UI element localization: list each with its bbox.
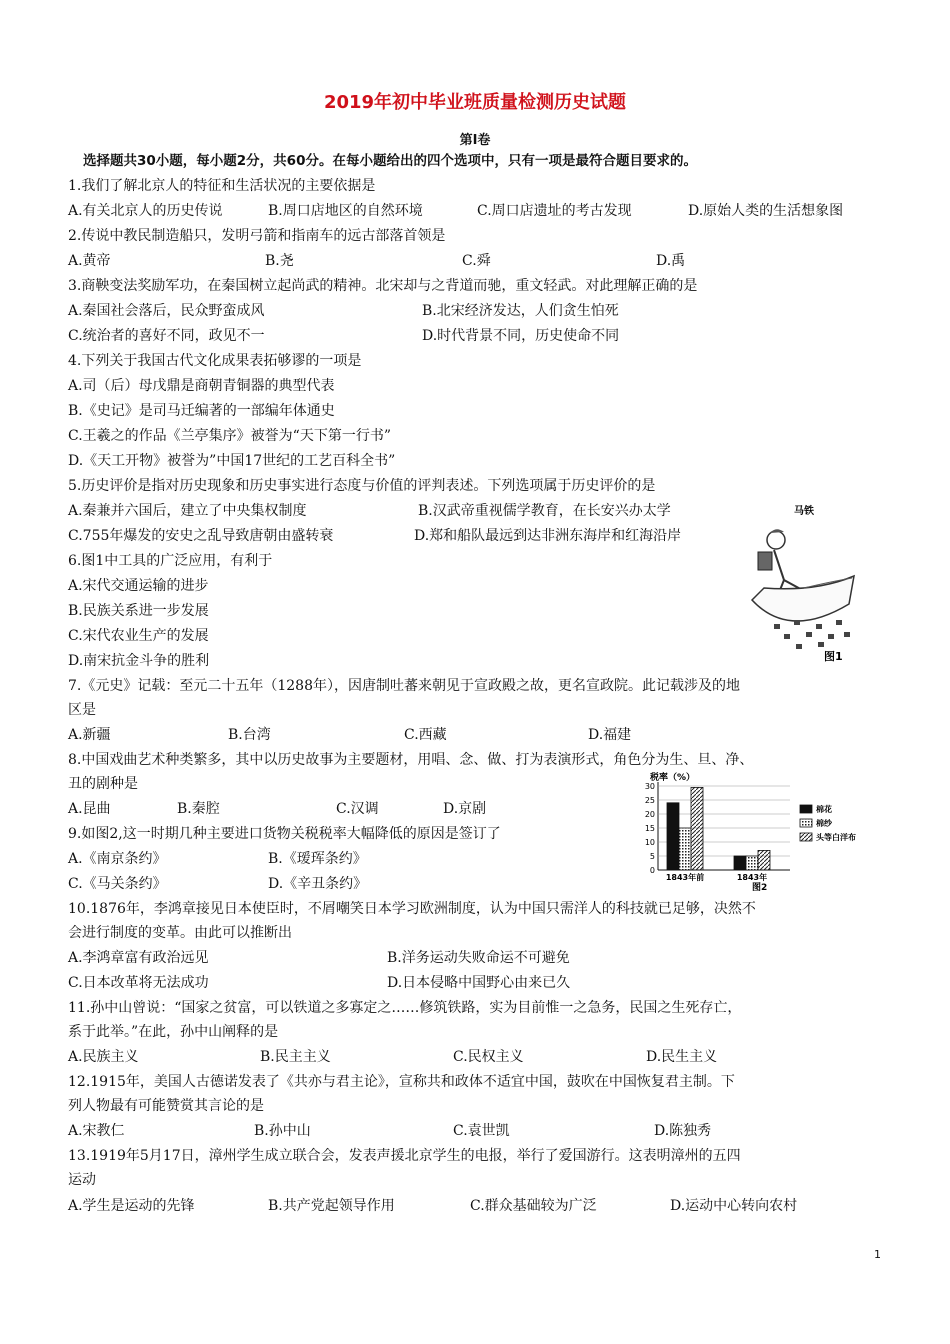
bar (734, 856, 746, 870)
y-axis-label: 税率（%） (650, 773, 696, 783)
question-stem: 5.历史评价是指对历史现象和历史事实进行态度与价值的评判表述。下列选项属于历史评价的是 (68, 478, 656, 494)
option-a: A.有关北京人的历史传说 (68, 203, 223, 219)
option-a: A.黄帝 (68, 253, 111, 269)
question-stem-continued: 区是 (68, 702, 96, 718)
option-a: A.宋教仁 (68, 1123, 125, 1139)
option-b: B.秦腔 (177, 801, 220, 817)
option-d: D.日本侵略中国野心由来已久 (387, 975, 571, 991)
legend-swatch (800, 819, 812, 827)
question-stem: 11.孙中山曾说：“国家之贫富，可以铁道之多寡定之……修筑铁路，实为目前惟一之急务，民国之生死存亡， (68, 1000, 742, 1016)
option-a: A.新疆 (68, 727, 111, 743)
legend-swatch (800, 805, 812, 813)
y-tick-label: 0 (649, 866, 655, 875)
option-a: A.秦兼并六国后，建立了中央集权制度 (68, 503, 307, 519)
option-d: D.福建 (588, 727, 632, 743)
question-stem: 9.如图2,这一时期几种主要进口货物关税税率大幅降低的原因是签订了 (68, 826, 501, 842)
option-c: C.755年爆发的安史之乱导致唐朝由盛转衰 (68, 528, 334, 544)
option-b: B.周口店地区的自然环境 (268, 203, 423, 219)
option-a: A.李鸿章富有政治远见 (68, 950, 209, 966)
option-d: D.南宋抗金斗争的胜利 (68, 653, 210, 669)
option-a: A.司（后）母戊鼎是商朝青铜器的典型代表 (68, 378, 335, 394)
option-d: D.京剧 (443, 801, 487, 817)
figure-1-label: 马铁 (794, 506, 814, 517)
option-c: C.日本改革将无法成功 (68, 975, 209, 991)
y-tick-label: 10 (644, 838, 655, 847)
option-c: C.袁世凯 (453, 1123, 510, 1139)
option-b: B.孙中山 (254, 1123, 311, 1139)
option-b: B.尧 (265, 253, 294, 269)
option-c: C.汉调 (336, 801, 379, 817)
option-b: B.北宋经济发达，人们贪生怕死 (422, 303, 619, 319)
question-stem-continued: 丑的剧种是 (68, 776, 138, 792)
option-d: D.陈独秀 (654, 1123, 712, 1139)
option-a: A.《南京条约》 (68, 851, 167, 867)
question-stem: 7.《元史》记载：至元二十五年（1288年），因唐制吐蕃来朝见于宣政殿之故，更名宣政院。此记载涉及的地 (68, 678, 740, 694)
option-a: A.学生是运动的先锋 (68, 1198, 195, 1214)
y-tick-label: 25 (644, 796, 655, 805)
question-stem: 2.传说中教民制造船只，发明弓箭和指南车的远古部落首领是 (68, 228, 446, 244)
figure-2-caption: 图2 (752, 883, 768, 892)
farmer-on-boat-icon (752, 529, 854, 621)
question-stem: 10.1876年，李鸿章接见日本使臣时，不屑嘲笑日本学习欧洲制度，认为中国只需洋人的科技就已足够，决然不 (68, 901, 756, 917)
question-stem: 4.下列关于我国古代文化成果表拓够谬的一项是 (68, 353, 362, 369)
option-c: C.民权主义 (453, 1049, 524, 1065)
bar (746, 856, 758, 870)
option-b: B.民主主义 (260, 1049, 331, 1065)
option-d: D.运动中心转向农村 (670, 1198, 798, 1214)
page-title: 2019年初中毕业班质量检测历史试题 (323, 92, 627, 113)
bar (758, 850, 770, 870)
bar (667, 803, 679, 870)
question-stem: 12.1915年，美国人古德诺发表了《共亦与君主论》，宣称共和政体不适宜中国，鼓吹在中国恢复君主制。下 (68, 1074, 735, 1090)
bar (679, 828, 691, 870)
option-d: D.《天工开物》被誉为”中国17世纪的工艺百科全书” (68, 453, 396, 469)
option-c: C.宋代农业生产的发展 (68, 628, 209, 644)
instruction: 选择题共30小题，每小题2分，共60分。在每小题给出的四个选项中，只有一项是最符合题目要求的。 (83, 153, 697, 169)
option-c: C.《马关条约》 (68, 876, 167, 892)
section-heading: 第Ⅰ卷 (459, 133, 491, 148)
legend-swatch (800, 833, 812, 841)
bar (691, 787, 703, 870)
option-b: B.洋务运动失败命运不可避免 (387, 950, 570, 966)
question-stem-continued: 系于此举。”在此，孙中山阐释的是 (68, 1024, 279, 1040)
option-c: C.舜 (462, 253, 491, 269)
option-d: D.原始人类的生活想象图 (688, 203, 844, 219)
question-stem: 1.我们了解北京人的特征和生活状况的主要依据是 (68, 178, 376, 194)
option-c: C.统治者的喜好不同，政见不一 (68, 328, 265, 344)
question-stem-continued: 运动 (68, 1172, 96, 1188)
y-tick-label: 30 (644, 782, 655, 791)
figure-1-caption: 图1 (824, 650, 843, 663)
figure-1-illustration (744, 500, 856, 665)
option-b: B.共产党起领导作用 (268, 1198, 395, 1214)
option-c: C.西藏 (404, 727, 447, 743)
option-b: B.《瑷珲条约》 (268, 851, 367, 867)
legend-label: 头等白洋布 (816, 833, 856, 842)
figure-2-tariff-chart (640, 770, 896, 892)
x-tick-label: 1843年前 (665, 873, 705, 882)
option-d: D.《辛丑条约》 (268, 876, 368, 892)
option-b: B.台湾 (228, 727, 271, 743)
y-tick-label: 15 (644, 824, 655, 833)
option-a: A.民族主义 (68, 1049, 139, 1065)
question-stem: 8.中国戏曲艺术种类繁多，其中以历史故事为主要题材，用唱、念、做、打为表演形式，角色分为生、旦、净、 (68, 752, 754, 768)
question-stem: 6.图1中工具的广泛应用，有利于 (68, 553, 273, 569)
y-tick-label: 5 (649, 852, 655, 861)
option-a: A.秦国社会落后，民众野蛮成风 (68, 303, 265, 319)
question-stem: 13.1919年5月17日，漳州学生成立联合会，发表声援北京学生的电报，举行了爱国游行。这表明漳州的五四 (68, 1148, 741, 1164)
option-c: C.周口店遗址的考古发现 (477, 203, 632, 219)
legend-label: 棉花 (816, 805, 832, 814)
option-a: A.昆曲 (68, 801, 111, 817)
option-d: D.时代背景不同，历史使命不同 (422, 328, 620, 344)
option-b: B.《史记》是司马迁编著的一部编年体通史 (68, 403, 335, 419)
legend-label: 棉纱 (816, 819, 832, 828)
option-b: B.民族关系进一步发展 (68, 603, 209, 619)
option-d: D.郑和船队最远到达非洲东海岸和红海沿岸 (414, 528, 682, 544)
x-tick-label: 1843年 (736, 873, 768, 882)
option-c: C.王羲之的作品《兰亭集序》被誉为“天下第一行书” (68, 428, 391, 444)
option-d: D.禹 (656, 253, 686, 269)
question-stem: 3.商鞅变法奖励军功，在秦国树立起尚武的精神。北宋却与之背道而驰，重文轻武。对此理解正确的是 (68, 278, 698, 294)
y-tick-label: 20 (644, 810, 655, 819)
option-d: D.民生主义 (646, 1049, 718, 1065)
rice-seedlings-icon (774, 620, 850, 649)
option-b: B.汉武帝重视儒学教育，在长安兴办太学 (418, 503, 671, 519)
question-stem-continued: 会进行制度的变革。由此可以推断出 (68, 925, 292, 941)
question-stem-continued: 列人物最有可能赞赏其言论的是 (68, 1098, 264, 1114)
page-number: 1 (874, 1248, 881, 1261)
option-c: C.群众基础较为广泛 (470, 1198, 597, 1214)
option-a: A.宋代交通运输的进步 (68, 578, 209, 594)
